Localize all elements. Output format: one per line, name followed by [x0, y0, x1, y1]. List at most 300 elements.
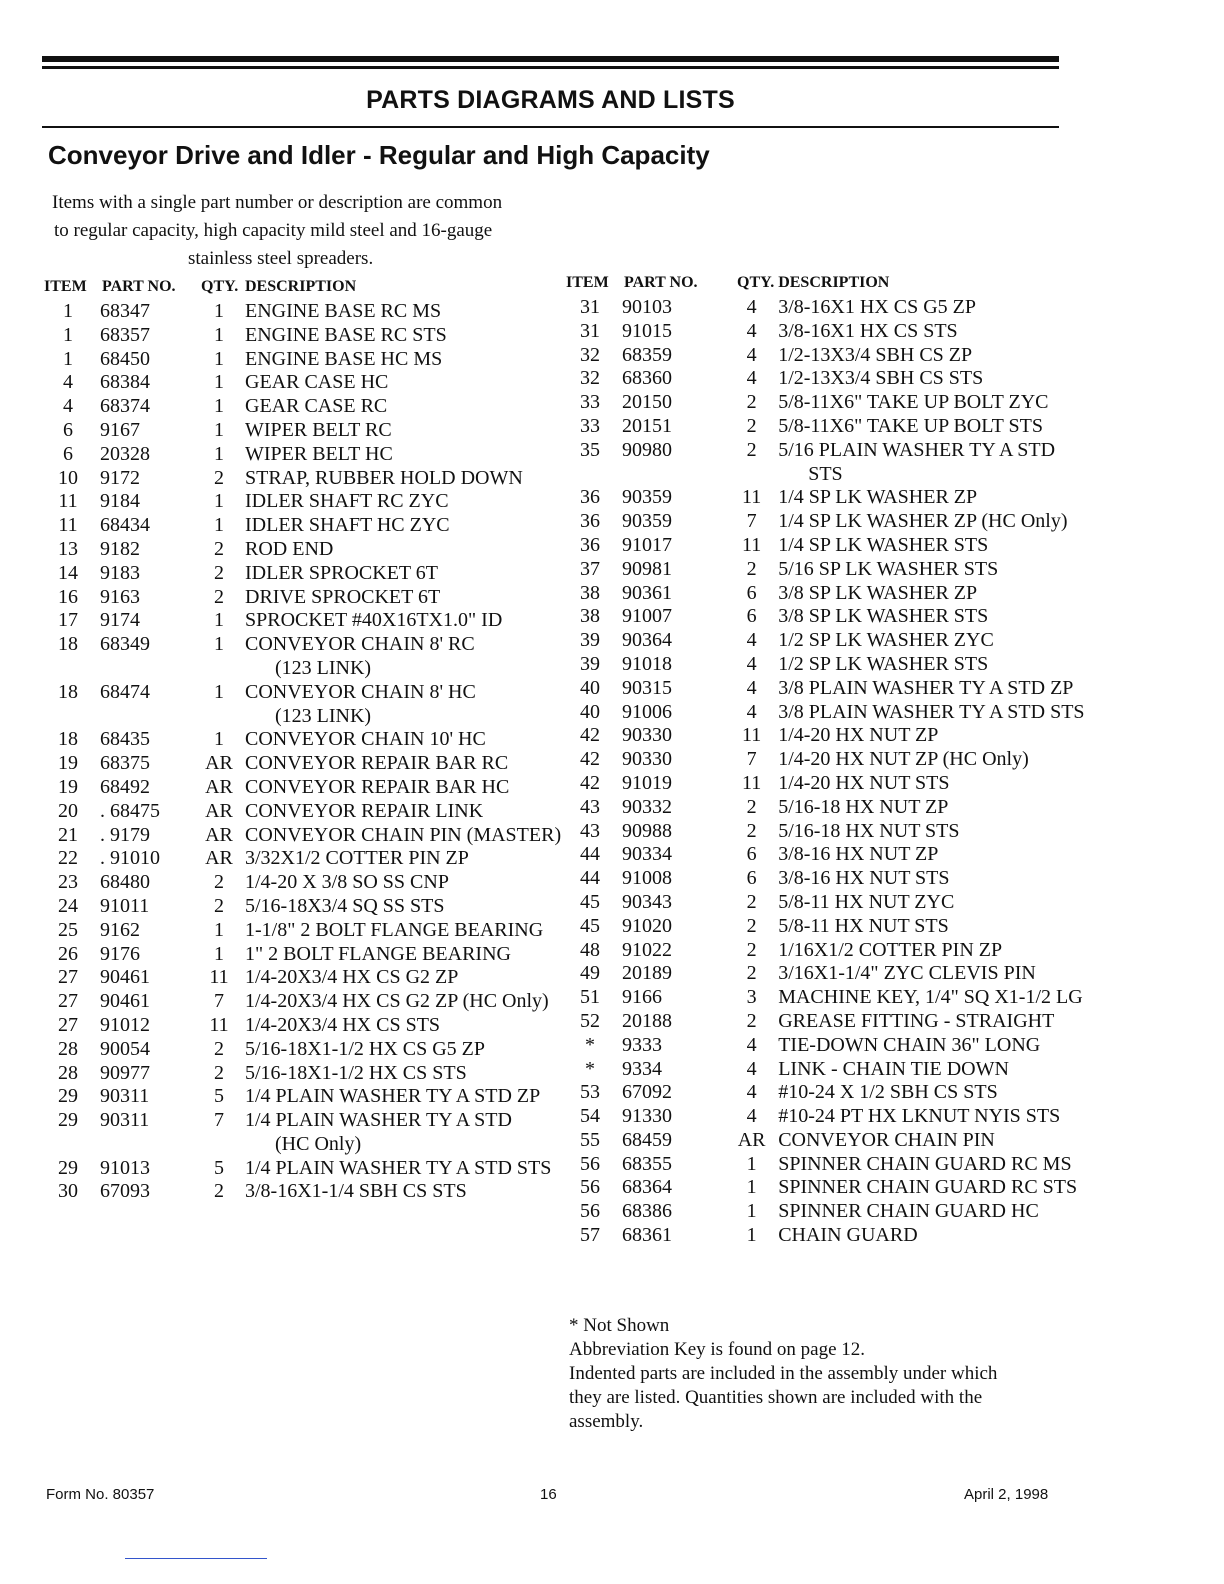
part-number: 91006 — [622, 700, 672, 723]
note-indented: assembly. — [569, 1411, 644, 1432]
item-number: * — [585, 1033, 595, 1056]
description: WIPER BELT HC — [245, 442, 393, 465]
parts-table-left — [44, 274, 571, 1204]
table-row — [566, 891, 1094, 915]
part-number: 9182 — [100, 537, 140, 560]
intro-line: Items with a single part number or description are common — [52, 192, 503, 213]
description: IDLER SHAFT RC ZYC — [245, 490, 449, 513]
description: 3/8 SP LK WASHER STS — [778, 605, 989, 628]
quantity: 7 — [746, 510, 757, 533]
description: CONVEYOR REPAIR LINK — [245, 799, 484, 822]
quantity: AR — [737, 1128, 766, 1151]
table-row — [44, 1109, 571, 1133]
quantity: AR — [205, 775, 233, 798]
header-description: DESCRIPTION — [245, 278, 357, 295]
table-row — [566, 677, 1094, 701]
description: SPINNER CHAIN GUARD RC MS — [778, 1152, 1072, 1175]
part-number: 9162 — [100, 918, 140, 941]
description: ENGINE BASE HC MS — [245, 347, 443, 370]
table-row — [566, 653, 1094, 677]
intro-paragraph — [52, 189, 572, 273]
table-row — [44, 395, 571, 419]
table-row — [566, 1010, 1094, 1034]
item-number: 49 — [580, 962, 600, 985]
description: CONVEYOR CHAIN PIN (MASTER) — [245, 823, 562, 846]
description: 1/2-13X3/4 SBH CS STS — [778, 367, 984, 390]
quantity — [197, 657, 241, 681]
item-number: 42 — [580, 748, 600, 771]
item-number: 52 — [580, 1009, 600, 1032]
quantity: 6 — [746, 843, 757, 866]
part-number: 68386 — [622, 1200, 672, 1223]
description: 1/4 PLAIN WASHER TY A STD — [245, 1109, 512, 1132]
item-number: 27 — [58, 990, 78, 1013]
table-row — [566, 1129, 1094, 1153]
part-number: 90980 — [622, 438, 672, 461]
part-number: 68355 — [622, 1152, 672, 1175]
table-row — [44, 371, 571, 395]
quantity: 11 — [741, 533, 762, 556]
table-row — [566, 796, 1094, 820]
part-number: 68375 — [100, 752, 150, 775]
item-number: 19 — [58, 775, 78, 798]
description: 3/8-16X1 HX CS STS — [778, 319, 958, 342]
part-number: 68357 — [100, 323, 150, 346]
description: CONVEYOR CHAIN 8' HC — [245, 680, 476, 703]
part-number: 68492 — [100, 775, 150, 798]
quantity: 2 — [214, 1061, 224, 1084]
table-row — [566, 748, 1094, 772]
item-number: 21 — [58, 823, 78, 846]
item-number: 40 — [580, 700, 600, 723]
part-number: 90364 — [622, 629, 672, 652]
quantity — [197, 705, 241, 729]
part-number: 90359 — [622, 510, 672, 533]
table-row — [566, 867, 1094, 891]
part-number: 9172 — [100, 466, 140, 489]
description: CONVEYOR CHAIN 10' HC — [245, 728, 486, 751]
quantity: 11 — [741, 486, 762, 509]
item-number: 30 — [58, 1180, 78, 1203]
quantity: 4 — [746, 1105, 757, 1128]
quantity: 1 — [214, 942, 224, 965]
description: 1/4-20 X 3/8 SO SS CNP — [245, 871, 449, 894]
description: 3/8-16X1-1/4 SBH CS STS — [245, 1180, 467, 1203]
part-number: 91020 — [622, 914, 672, 937]
table-row — [44, 1014, 571, 1038]
part-number: 91019 — [622, 771, 672, 794]
description: 3/8 PLAIN WASHER TY A STD STS — [778, 700, 1085, 723]
description: GEAR CASE HC — [245, 371, 389, 394]
table-row — [566, 582, 1094, 606]
description: 1/2 SP LK WASHER STS — [778, 652, 989, 675]
item-number: 29 — [58, 1085, 78, 1108]
part-number — [92, 657, 197, 681]
quantity: 4 — [746, 1033, 757, 1056]
item-number: 33 — [580, 391, 600, 414]
description: IDLER SHAFT HC ZYC — [245, 514, 450, 537]
part-number: 90343 — [622, 890, 672, 913]
description: CONVEYOR REPAIR BAR HC — [245, 775, 510, 798]
quantity: 2 — [214, 894, 224, 917]
quantity: AR — [205, 847, 233, 870]
description: SPINNER CHAIN GUARD HC — [778, 1200, 1039, 1223]
table-row — [566, 724, 1094, 748]
table-row — [566, 415, 1094, 439]
quantity: 2 — [214, 1037, 224, 1060]
quantity: 6 — [746, 581, 757, 604]
parts-table-right — [566, 270, 1094, 1248]
footer-date: April 2, 1998 — [964, 1486, 1049, 1503]
table-row — [44, 1157, 571, 1181]
description: 1/2-13X3/4 SBH CS ZP — [778, 343, 973, 366]
parts-rows-left — [44, 300, 571, 1204]
item-number: 53 — [580, 1081, 600, 1104]
part-number: 90311 — [100, 1085, 150, 1108]
quantity: 2 — [746, 1009, 757, 1032]
table-row — [44, 538, 571, 562]
quantity: 1 — [214, 300, 224, 322]
part-number: 91022 — [622, 938, 672, 961]
item-number: 10 — [58, 466, 78, 489]
header-item: ITEM — [566, 274, 609, 291]
item-number: 11 — [58, 514, 78, 537]
notes-block — [569, 1314, 1049, 1434]
table-row — [566, 1081, 1094, 1105]
quantity: 1 — [746, 1176, 757, 1199]
description: TIE-DOWN CHAIN 36" LONG — [778, 1033, 1041, 1056]
table-row — [566, 463, 1094, 487]
table-row — [44, 728, 571, 752]
table-row — [44, 681, 571, 705]
parts-rows-right — [566, 296, 1094, 1248]
table-row — [566, 1105, 1094, 1129]
table-header-row — [44, 274, 571, 300]
item-number: 44 — [580, 843, 600, 866]
header-part-no: PART NO. — [624, 274, 698, 291]
item-number: 28 — [58, 1037, 78, 1060]
table-row — [566, 939, 1094, 963]
quantity: 5 — [214, 1156, 224, 1179]
item-number: 26 — [58, 942, 78, 965]
table-row — [44, 586, 571, 610]
quantity: 1 — [746, 1200, 757, 1223]
table-row — [44, 1133, 571, 1157]
part-number: 90361 — [622, 581, 672, 604]
item-number: 1 — [63, 300, 73, 322]
description: WIPER BELT RC — [245, 418, 392, 441]
quantity: 4 — [746, 367, 757, 390]
part-number: 9167 — [100, 418, 140, 441]
item-number: 32 — [580, 367, 600, 390]
quantity: AR — [205, 823, 233, 846]
description: 5/8-11 HX NUT ZYC — [778, 890, 955, 913]
table-row — [566, 962, 1094, 986]
item-number: 57 — [580, 1224, 600, 1247]
description: CONVEYOR REPAIR BAR RC — [245, 752, 509, 775]
description: 1/2 SP LK WASHER ZYC — [778, 629, 994, 652]
description: #10-24 PT HX LKNUT NYIS STS — [778, 1105, 1061, 1128]
quantity: AR — [205, 799, 233, 822]
part-number: 90461 — [100, 966, 150, 989]
item-number: 31 — [580, 319, 600, 342]
description: 3/16X1-1/4" ZYC CLEVIS PIN — [778, 962, 1036, 985]
footer-page-number: 16 — [540, 1486, 557, 1503]
table-row — [44, 895, 571, 919]
part-number: 91017 — [622, 533, 672, 556]
quantity: 2 — [746, 414, 757, 437]
table-row — [44, 633, 571, 657]
quantity: 1 — [214, 633, 224, 656]
item-number: 36 — [580, 533, 600, 556]
table-row — [566, 296, 1094, 320]
part-number: 68360 — [622, 367, 672, 390]
part-number: 68349 — [100, 633, 150, 656]
description: 1/4-20 HX NUT ZP — [778, 724, 939, 747]
table-row — [44, 324, 571, 348]
table-row — [566, 558, 1094, 582]
part-number: 67092 — [622, 1081, 672, 1104]
table-row — [44, 1180, 571, 1204]
item-number: 48 — [580, 938, 600, 961]
description: 5/8-11X6" TAKE UP BOLT STS — [778, 414, 1043, 437]
note-not-shown: * Not Shown — [569, 1315, 670, 1336]
description: 3/8-16 HX NUT STS — [778, 867, 950, 890]
quantity: 6 — [746, 605, 757, 628]
part-number: . 9179 — [100, 823, 150, 846]
item-number: 17 — [58, 609, 78, 632]
part-number: . 68475 — [100, 799, 160, 822]
table-row — [566, 1176, 1094, 1200]
description: SPINNER CHAIN GUARD RC STS — [778, 1176, 1078, 1199]
table-row — [44, 467, 571, 491]
description: 3/8-16 HX NUT ZP — [778, 843, 939, 866]
description: CONVEYOR CHAIN 8' RC — [245, 633, 475, 656]
description: 5/16 PLAIN WASHER TY A STD — [778, 438, 1056, 461]
quantity: 4 — [746, 1057, 757, 1080]
quantity: AR — [205, 752, 233, 775]
quantity: 4 — [746, 676, 757, 699]
part-number: 90054 — [100, 1037, 150, 1060]
description: 5/8-11 HX NUT STS — [778, 914, 949, 937]
quantity: 4 — [746, 319, 757, 342]
item-number: 56 — [580, 1152, 600, 1175]
table-row — [44, 609, 571, 633]
quantity: 4 — [746, 296, 757, 318]
part-number: 20150 — [622, 391, 672, 414]
item-number: 16 — [58, 585, 78, 608]
part-number — [92, 1133, 197, 1157]
description: 1/4 SP LK WASHER ZP (HC Only) — [778, 510, 1068, 533]
table-row — [566, 629, 1094, 653]
description: DRIVE SPROCKET 6T — [245, 585, 441, 608]
quantity: 2 — [214, 871, 224, 894]
table-row — [566, 1224, 1094, 1248]
item-number: 43 — [580, 795, 600, 818]
quantity: 2 — [214, 466, 224, 489]
part-number: 68359 — [622, 343, 672, 366]
table-row — [566, 1058, 1094, 1082]
part-number: 91012 — [100, 1013, 150, 1036]
description: STS — [808, 462, 843, 485]
part-number: 91015 — [622, 319, 672, 342]
table-row — [44, 919, 571, 943]
part-number: 90330 — [622, 724, 672, 747]
table-row — [44, 800, 571, 824]
table-row — [44, 1062, 571, 1086]
table-row — [44, 847, 571, 871]
description: 3/8 PLAIN WASHER TY A STD ZP — [778, 676, 1074, 699]
part-number: . 91010 — [100, 847, 160, 870]
description: 1/4 PLAIN WASHER TY A STD STS — [245, 1156, 552, 1179]
description: 1/4-20 HX NUT STS — [778, 771, 950, 794]
quantity: 2 — [746, 795, 757, 818]
quantity — [729, 463, 774, 487]
part-number: 68459 — [622, 1128, 672, 1151]
intro-line: stainless steel spreaders. — [188, 248, 374, 269]
part-number: 68434 — [100, 514, 150, 537]
quantity: 2 — [214, 561, 224, 584]
quantity: 1 — [214, 371, 224, 394]
part-number: 91007 — [622, 605, 672, 628]
table-row — [566, 320, 1094, 344]
quantity: 1 — [214, 918, 224, 941]
part-number: 90315 — [622, 676, 672, 699]
table-header-row — [566, 270, 1094, 296]
item-number: 29 — [58, 1156, 78, 1179]
bottom-underline — [125, 1558, 267, 1559]
table-row — [44, 705, 571, 729]
part-number — [92, 705, 197, 729]
part-number: 9184 — [100, 490, 140, 513]
table-row — [566, 701, 1094, 725]
part-number: 9163 — [100, 585, 140, 608]
item-number: 28 — [58, 1061, 78, 1084]
item-number: 56 — [580, 1176, 600, 1199]
quantity: 1 — [746, 1224, 757, 1247]
description: 1/4-20 HX NUT ZP (HC Only) — [778, 748, 1029, 771]
item-number — [44, 1133, 92, 1157]
quantity: 3 — [746, 986, 757, 1009]
table-row — [566, 915, 1094, 939]
note-abbreviation: Abbreviation Key is found on page 12. — [569, 1339, 866, 1360]
quantity: 1 — [214, 323, 224, 346]
table-row — [44, 1038, 571, 1062]
item-number: 20 — [58, 799, 78, 822]
table-row — [566, 1153, 1094, 1177]
description: 1/4 PLAIN WASHER TY A STD ZP — [245, 1085, 541, 1108]
table-row — [566, 772, 1094, 796]
part-number: 68435 — [100, 728, 150, 751]
intro-line: to regular capacity, high capacity mild steel and 16-gauge — [54, 220, 493, 241]
header-item: ITEM — [44, 278, 87, 295]
item-number: 51 — [580, 986, 600, 1009]
quantity: 2 — [214, 1180, 224, 1203]
item-number: 6 — [63, 418, 73, 441]
part-number: 90461 — [100, 990, 150, 1013]
header-qty: QTY. — [201, 278, 239, 295]
part-number: 68450 — [100, 347, 150, 370]
description: 1" 2 BOLT FLANGE BEARING — [245, 942, 511, 965]
description: 3/32X1/2 COTTER PIN ZP — [245, 847, 469, 870]
item-number: 18 — [58, 680, 78, 703]
table-row — [44, 443, 571, 467]
part-number: 20151 — [622, 414, 672, 437]
item-number: 13 — [58, 537, 78, 560]
table-row — [44, 348, 571, 372]
item-number: 38 — [580, 581, 600, 604]
table-row — [44, 657, 571, 681]
page-title: Conveyor Drive and Idler - Regular and High Capacity — [48, 140, 710, 170]
description: 5/16-18 HX NUT STS — [778, 819, 960, 842]
quantity: 4 — [746, 343, 757, 366]
table-row — [44, 871, 571, 895]
quantity: 1 — [214, 418, 224, 441]
table-row — [44, 824, 571, 848]
description: 5/16-18 HX NUT ZP — [778, 795, 949, 818]
header-description: DESCRIPTION — [778, 274, 890, 291]
table-row — [566, 486, 1094, 510]
title-rule — [42, 126, 1059, 128]
part-number: 90330 — [622, 748, 672, 771]
table-row — [44, 943, 571, 967]
part-number: 9333 — [622, 1033, 662, 1056]
item-number: 22 — [58, 847, 78, 870]
part-number: 91011 — [100, 894, 150, 917]
description: ROD END — [245, 537, 334, 560]
table-row — [566, 986, 1094, 1010]
table-row — [566, 1200, 1094, 1224]
table-row — [566, 534, 1094, 558]
description: ENGINE BASE RC STS — [245, 323, 447, 346]
description: (123 LINK) — [275, 704, 372, 727]
description: 1/4 SP LK WASHER ZP — [778, 486, 978, 509]
table-row — [566, 391, 1094, 415]
table-row — [566, 820, 1094, 844]
item-number: 29 — [58, 1109, 78, 1132]
part-number: 9183 — [100, 561, 140, 584]
part-number: 9166 — [622, 986, 662, 1009]
item-number: 32 — [580, 343, 600, 366]
description: 1/4-20X3/4 HX CS G2 ZP — [245, 966, 459, 989]
quantity: 11 — [209, 966, 229, 989]
item-number: 14 — [58, 561, 78, 584]
table-row — [44, 300, 571, 324]
item-number: 19 — [58, 752, 78, 775]
quantity: 2 — [746, 914, 757, 937]
item-number: * — [585, 1057, 595, 1080]
item-number: 36 — [580, 510, 600, 533]
item-number — [566, 463, 614, 487]
item-number: 54 — [580, 1105, 600, 1128]
quantity: 2 — [746, 938, 757, 961]
quantity: 1 — [214, 728, 224, 751]
part-number: 67093 — [100, 1180, 150, 1203]
description: 5/16-18X3/4 SQ SS STS — [245, 894, 445, 917]
description: 1-1/8" 2 BOLT FLANGE BEARING — [245, 918, 544, 941]
quantity: 4 — [746, 700, 757, 723]
item-number: 55 — [580, 1128, 600, 1151]
header-qty: QTY. — [737, 274, 775, 291]
description: (123 LINK) — [275, 656, 372, 679]
quantity — [197, 1133, 241, 1157]
description: LINK - CHAIN TIE DOWN — [778, 1057, 1009, 1080]
description: CHAIN GUARD — [778, 1224, 918, 1247]
quantity: 1 — [214, 442, 224, 465]
item-number: 42 — [580, 724, 600, 747]
item-number: 1 — [63, 323, 73, 346]
quantity: 5 — [214, 1085, 224, 1108]
